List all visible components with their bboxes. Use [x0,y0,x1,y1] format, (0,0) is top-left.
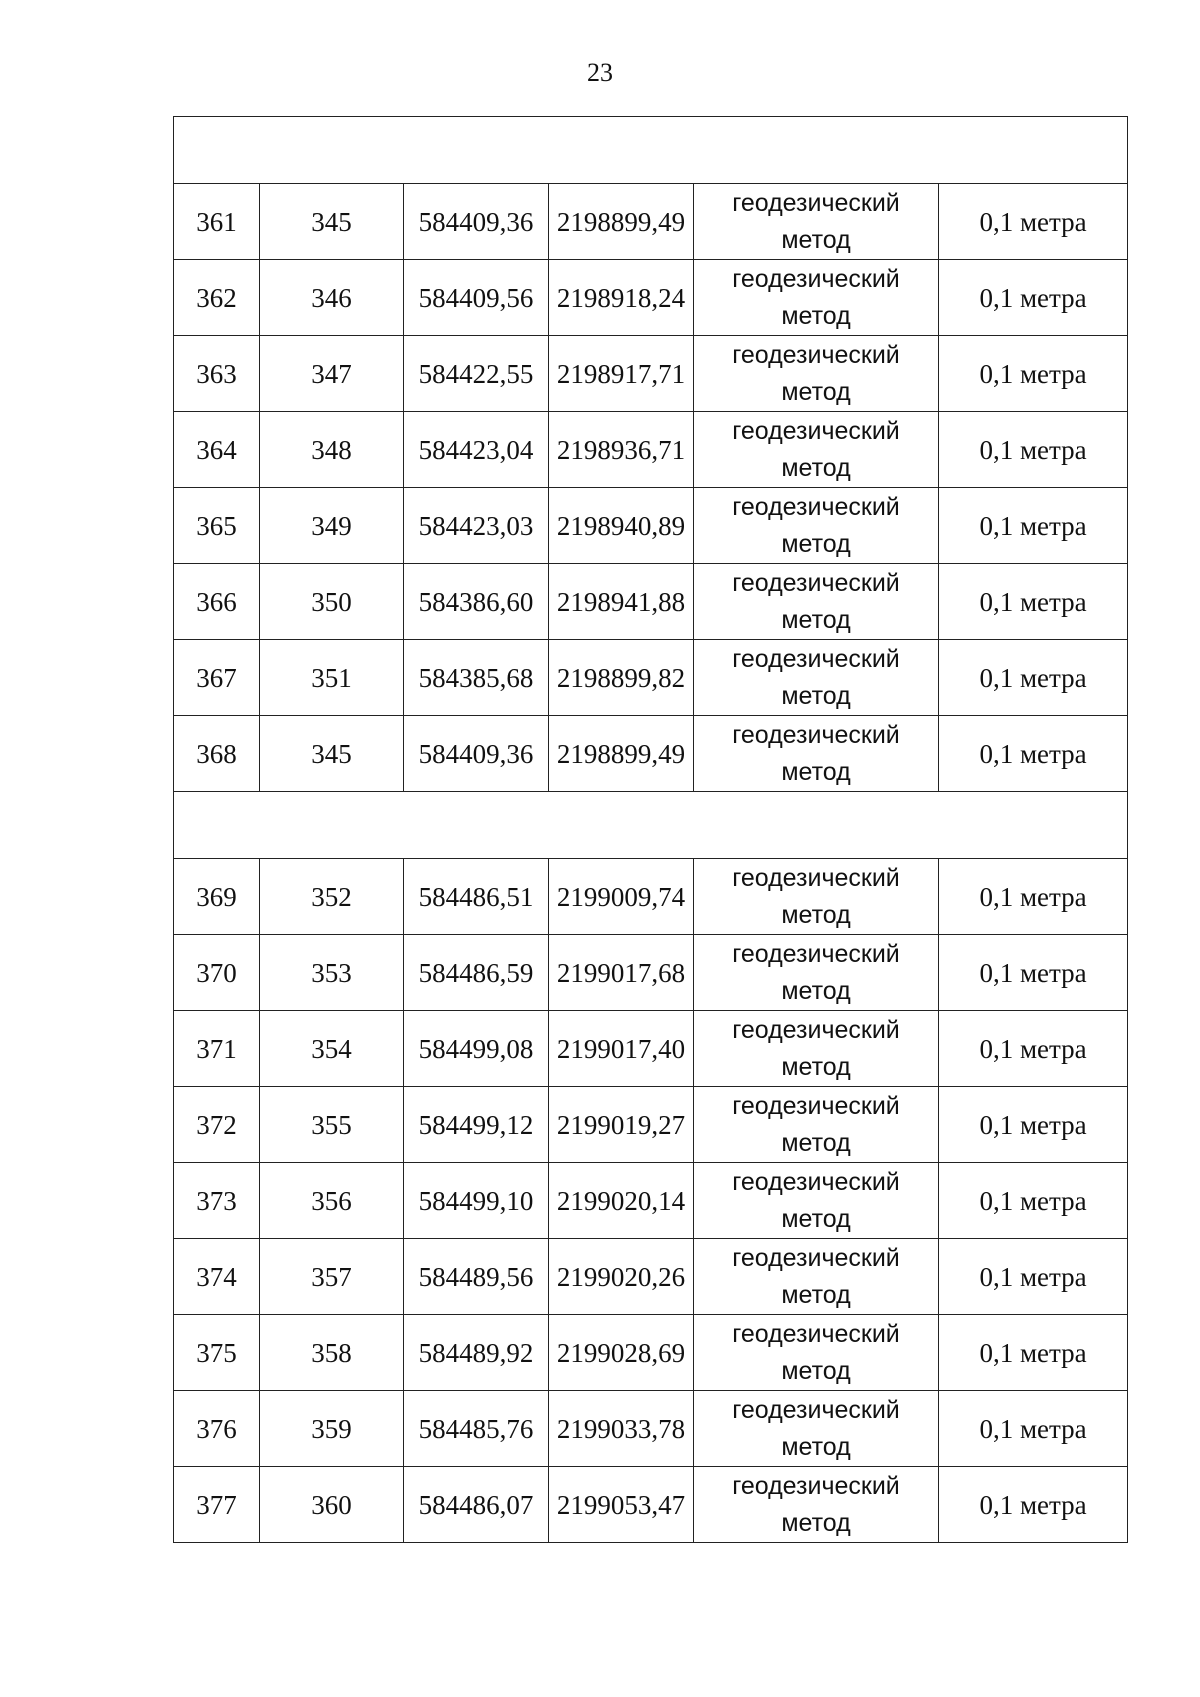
row-number-cell: 366 [174,564,260,640]
section-header-cell [174,792,1128,859]
method-line-2: метод [781,605,851,634]
table-row [174,935,1128,1011]
method-cell [694,1239,939,1315]
accuracy-cell: 0,1 метра [939,1315,1128,1391]
table-row [174,184,1128,260]
point-number-cell: 349 [260,488,404,564]
method-cell [694,1087,939,1163]
x-coordinate-cell: 584499,08 [404,1011,549,1087]
accuracy-cell: 0,1 метра [939,260,1128,336]
method-line-2: метод [781,453,851,482]
accuracy-cell: 0,1 метра [939,859,1128,935]
x-coordinate-cell: 584423,03 [404,488,549,564]
method-cell [694,336,939,412]
x-coordinate-cell: 584409,56 [404,260,549,336]
row-number-cell: 362 [174,260,260,336]
method-line-2: метод [781,529,851,558]
row-number-cell: 374 [174,1239,260,1315]
y-coordinate-cell: 2199017,68 [549,935,694,1011]
x-coordinate-cell: 584489,92 [404,1315,549,1391]
method-cell [694,1391,939,1467]
table-row [174,1467,1128,1543]
y-coordinate-cell: 2198940,89 [549,488,694,564]
table-row [174,1315,1128,1391]
accuracy-cell: 0,1 метра [939,1087,1128,1163]
coordinates-table [173,116,1128,1543]
x-coordinate-cell: 584499,10 [404,1163,549,1239]
y-coordinate-cell: 2199020,26 [549,1239,694,1315]
accuracy-cell: 0,1 метра [939,1391,1128,1467]
y-coordinate-cell: 2198899,49 [549,184,694,260]
y-coordinate-cell: 2198918,24 [549,260,694,336]
point-number-cell: 345 [260,184,404,260]
row-number-cell: 371 [174,1011,260,1087]
row-number-cell: 363 [174,336,260,412]
point-number-cell: 358 [260,1315,404,1391]
method-line-1: геодезический [732,264,900,293]
method-line-1: геодезический [732,1167,900,1196]
method-line-1: геодезический [732,492,900,521]
method-line-2: метод [781,1204,851,1233]
accuracy-cell: 0,1 метра [939,1011,1128,1087]
x-coordinate-cell: 584486,07 [404,1467,549,1543]
point-number-cell: 355 [260,1087,404,1163]
table-row [174,1087,1128,1163]
point-number-cell: 356 [260,1163,404,1239]
point-number-cell: 359 [260,1391,404,1467]
x-coordinate-cell: 584489,56 [404,1239,549,1315]
accuracy-cell: 0,1 метра [939,564,1128,640]
table-row [174,564,1128,640]
method-cell [694,1467,939,1543]
row-number-cell: 365 [174,488,260,564]
x-coordinate-cell: 584485,76 [404,1391,549,1467]
row-number-cell: 367 [174,640,260,716]
row-number-cell: 376 [174,1391,260,1467]
method-line-1: геодезический [732,939,900,968]
accuracy-cell: 0,1 метра [939,1163,1128,1239]
y-coordinate-cell: 2199033,78 [549,1391,694,1467]
method-cell [694,488,939,564]
accuracy-cell: 0,1 метра [939,184,1128,260]
section-header-cell [174,117,1128,184]
y-coordinate-cell: 2199017,40 [549,1011,694,1087]
method-line-1: геодезический [732,1395,900,1424]
row-number-cell: 372 [174,1087,260,1163]
table-row [174,716,1128,792]
x-coordinate-cell: 584423,04 [404,412,549,488]
method-line-2: метод [781,1432,851,1461]
method-line-1: геодезический [732,1243,900,1272]
method-line-1: геодезический [732,644,900,673]
point-number-cell: 354 [260,1011,404,1087]
point-number-cell: 347 [260,336,404,412]
table-row [174,1011,1128,1087]
method-line-1: геодезический [732,340,900,369]
method-cell [694,1315,939,1391]
method-line-1: геодезический [732,1091,900,1120]
x-coordinate-cell: 584409,36 [404,716,549,792]
table-row [174,1239,1128,1315]
method-line-2: метод [781,1052,851,1081]
point-number-cell: 360 [260,1467,404,1543]
x-coordinate-cell: 584486,51 [404,859,549,935]
y-coordinate-cell: 2199028,69 [549,1315,694,1391]
point-number-cell: 350 [260,564,404,640]
point-number-cell: 357 [260,1239,404,1315]
section-header-row [174,792,1128,859]
row-number-cell: 377 [174,1467,260,1543]
x-coordinate-cell: 584385,68 [404,640,549,716]
method-line-2: метод [781,1128,851,1157]
method-line-2: метод [781,757,851,786]
table-row [174,640,1128,716]
method-line-2: метод [781,1280,851,1309]
accuracy-cell: 0,1 метра [939,1239,1128,1315]
accuracy-cell: 0,1 метра [939,1467,1128,1543]
method-line-2: метод [781,1508,851,1537]
method-line-1: геодезический [732,568,900,597]
method-cell [694,859,939,935]
accuracy-cell: 0,1 метра [939,336,1128,412]
x-coordinate-cell: 584499,12 [404,1087,549,1163]
method-cell [694,184,939,260]
method-line-2: метод [781,1356,851,1385]
point-number-cell: 345 [260,716,404,792]
x-coordinate-cell: 584409,36 [404,184,549,260]
y-coordinate-cell: 2199019,27 [549,1087,694,1163]
method-cell [694,564,939,640]
method-cell [694,412,939,488]
row-number-cell: 368 [174,716,260,792]
method-line-2: метод [781,377,851,406]
method-cell [694,640,939,716]
method-line-2: метод [781,900,851,929]
method-line-1: геодезический [732,720,900,749]
row-number-cell: 375 [174,1315,260,1391]
method-cell [694,716,939,792]
x-coordinate-cell: 584486,59 [404,935,549,1011]
method-line-2: метод [781,301,851,330]
y-coordinate-cell: 2198941,88 [549,564,694,640]
x-coordinate-cell: 584422,55 [404,336,549,412]
method-line-1: геодезический [732,1015,900,1044]
method-line-2: метод [781,976,851,1005]
method-line-1: геодезический [732,188,900,217]
row-number-cell: 373 [174,1163,260,1239]
coordinates-table-body [174,117,1128,1543]
method-cell [694,260,939,336]
row-number-cell: 361 [174,184,260,260]
accuracy-cell: 0,1 метра [939,716,1128,792]
point-number-cell: 352 [260,859,404,935]
table-row [174,412,1128,488]
method-line-1: геодезический [732,1471,900,1500]
y-coordinate-cell: 2199020,14 [549,1163,694,1239]
point-number-cell: 353 [260,935,404,1011]
row-number-cell: 369 [174,859,260,935]
table-row [174,260,1128,336]
accuracy-cell: 0,1 метра [939,488,1128,564]
table-row [174,859,1128,935]
y-coordinate-cell: 2199053,47 [549,1467,694,1543]
x-coordinate-cell: 584386,60 [404,564,549,640]
accuracy-cell: 0,1 метра [939,640,1128,716]
section-header-row [174,117,1128,184]
table-row [174,336,1128,412]
method-cell [694,1163,939,1239]
method-line-1: геодезический [732,863,900,892]
y-coordinate-cell: 2198899,49 [549,716,694,792]
row-number-cell: 364 [174,412,260,488]
method-cell [694,935,939,1011]
y-coordinate-cell: 2198917,71 [549,336,694,412]
accuracy-cell: 0,1 метра [939,412,1128,488]
y-coordinate-cell: 2198936,71 [549,412,694,488]
row-number-cell: 370 [174,935,260,1011]
point-number-cell: 346 [260,260,404,336]
table-row [174,1163,1128,1239]
y-coordinate-cell: 2199009,74 [549,859,694,935]
point-number-cell: 351 [260,640,404,716]
table-row [174,488,1128,564]
method-line-1: геодезический [732,416,900,445]
point-number-cell: 348 [260,412,404,488]
table-row [174,1391,1128,1467]
method-cell [694,1011,939,1087]
y-coordinate-cell: 2198899,82 [549,640,694,716]
method-line-2: метод [781,225,851,254]
method-line-2: метод [781,681,851,710]
method-line-1: геодезический [732,1319,900,1348]
page-number: 23 [587,58,613,87]
accuracy-cell: 0,1 метра [939,935,1128,1011]
